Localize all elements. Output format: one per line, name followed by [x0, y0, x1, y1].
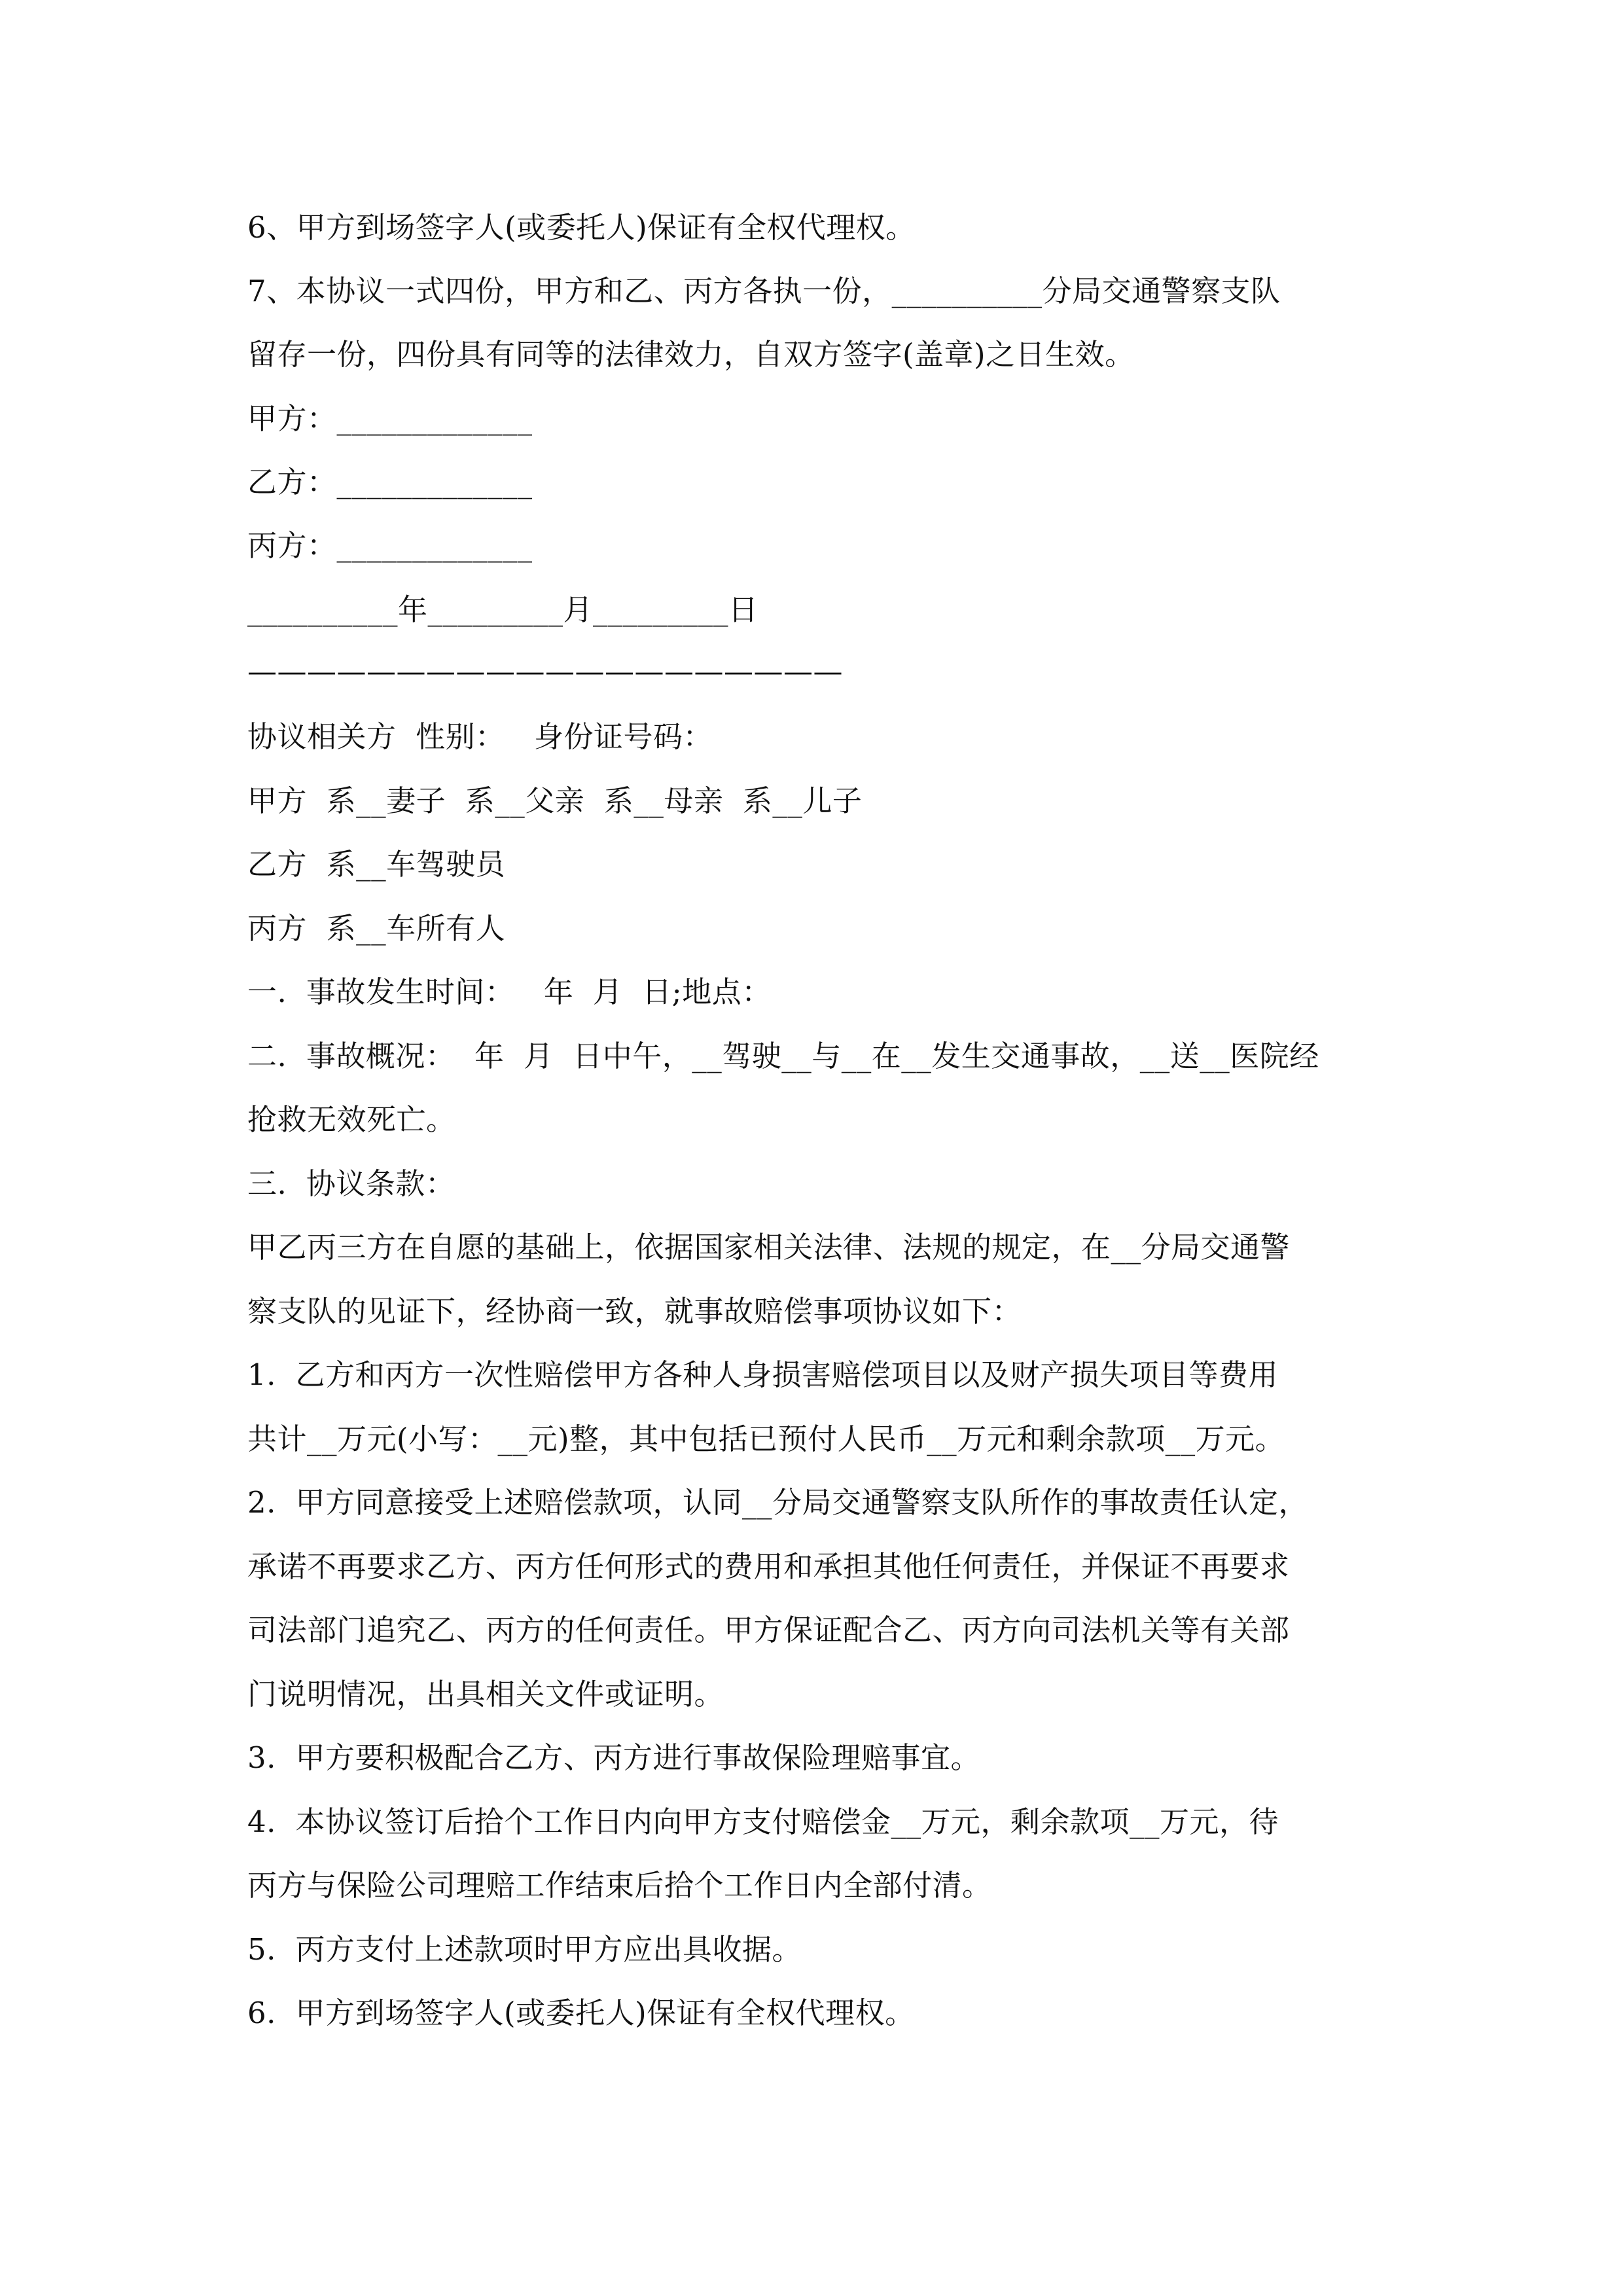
clause-7-line-1: 7、本协议一式四份，甲方和乙、丙方各执一份，__________分局交通警察支队 — [247, 274, 1281, 308]
term-1-line-2: 共计__万元(小写：__元)整，其中包括已预付人民币__万元和剩余款项__万元。 — [247, 1422, 1285, 1456]
related-parties-header: 协议相关方 性别： 身份证号码： — [247, 719, 713, 754]
accident-summary-line-1: 二. 事故概况： 年 月 日中午，__驾驶__与__在__发生交通事故，__送__医院经 — [247, 1039, 1319, 1073]
term-2-line-4: 门说明情况，出具相关文件或证明。 — [247, 1677, 724, 1712]
accident-time-place: 一. 事故发生时间： 年 月 日;地点： — [247, 975, 772, 1009]
term-2-line-1: 2. 甲方同意接受上述赔偿款项，认同__分局交通警察支队所作的事故责任认定， — [247, 1485, 1309, 1520]
term-5: 5. 丙方支付上述款项时甲方应出具收据。 — [247, 1932, 802, 1967]
signature-party-c: 丙方：_____________ — [247, 528, 533, 563]
signature-party-b: 乙方：_____________ — [247, 465, 533, 499]
signature-party-a: 甲方：_____________ — [247, 401, 533, 436]
party-b-relation: 乙方 系__车驾驶员 — [247, 847, 506, 882]
terms-intro-line-2: 察支队的见证下，经协商一致，就事故赔偿事项协议如下： — [247, 1294, 1022, 1329]
term-2-line-2: 承诺不再要求乙方、丙方任何形式的费用和承担其他任何责任，并保证不再要求 — [247, 1549, 1290, 1584]
terms-intro-line-1: 甲乙丙三方在自愿的基础上，依据国家相关法律、法规的规定，在__分局交通警 — [247, 1230, 1291, 1265]
party-c-relation: 丙方 系__车所有人 — [247, 911, 506, 946]
accident-summary-line-2: 抢救无效死亡。 — [247, 1102, 456, 1137]
term-4-line-2: 丙方与保险公司理赔工作结束后拾个工作日内全部付清。 — [247, 1868, 992, 1903]
section-divider: ———————————————————— — [247, 654, 843, 689]
signature-date: __________年_________月_________日 — [247, 592, 758, 627]
agreement-terms-heading: 三. 协议条款： — [247, 1166, 455, 1201]
term-4-line-1: 4. 本协议签订后拾个工作日内向甲方支付赔偿金__万元，剩余款项__万元，待 — [247, 1804, 1279, 1839]
party-a-relations: 甲方 系__妻子 系__父亲 系__母亲 系__儿子 — [247, 783, 863, 818]
term-3: 3. 甲方要积极配合乙方、丙方进行事故保险理赔事宜。 — [247, 1740, 981, 1775]
term-6: 6. 甲方到场签字人(或委托人)保证有全权代理权。 — [247, 1996, 915, 2030]
term-2-line-3: 司法部门追究乙、丙方的任何责任。甲方保证配合乙、丙方向司法机关等有关部 — [247, 1613, 1290, 1647]
clause-7-line-2: 留存一份，四份具有同等的法律效力，自双方签字(盖章)之日生效。 — [247, 337, 1135, 372]
term-1-line-1: 1. 乙方和丙方一次性赔偿甲方各种人身损害赔偿项目以及财产损失项目等费用 — [247, 1357, 1279, 1392]
clause-6-line: 6、甲方到场签字人(或委托人)保证有全权代理权。 — [247, 210, 916, 245]
